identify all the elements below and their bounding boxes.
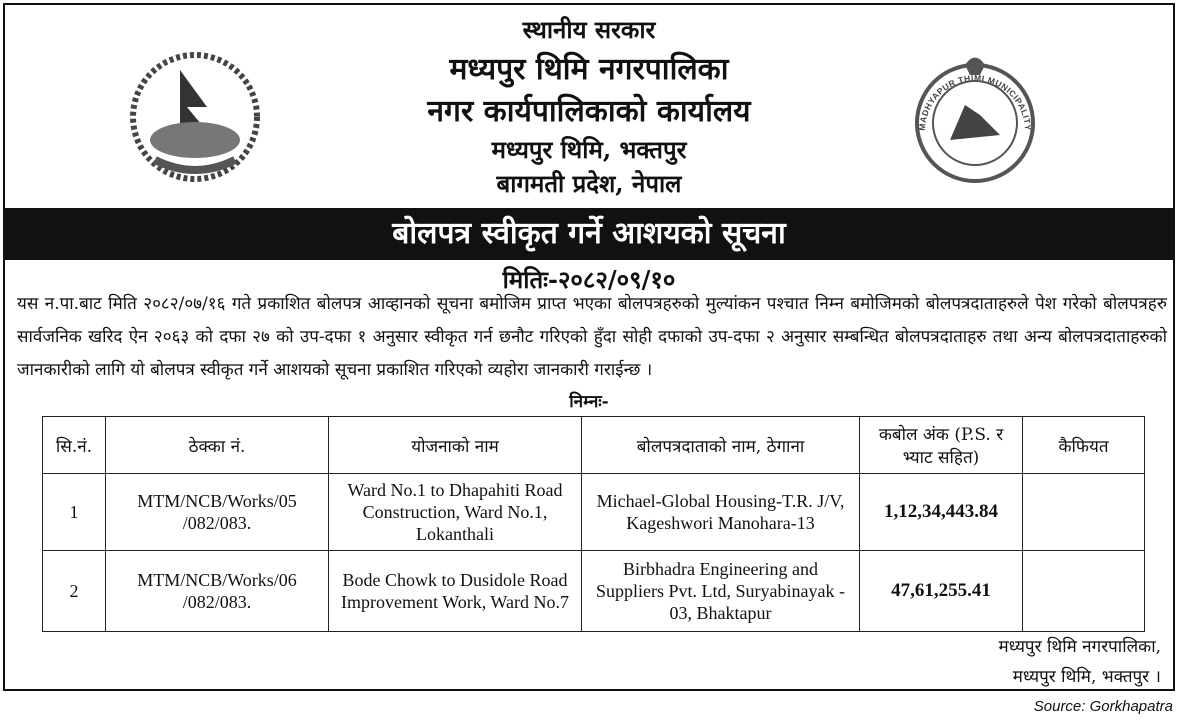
cell-remarks — [1023, 474, 1145, 551]
notice-title: बोलपत्र स्वीकृत गर्ने आशयको सूचना — [5, 208, 1173, 260]
cell-sn: 1 — [43, 474, 106, 551]
list-label: निम्नः- — [569, 392, 609, 412]
header-project: योजनाको नाम — [329, 417, 582, 474]
header-amount: कबोल अंक (P.S. र भ्याट सहित) — [860, 417, 1023, 474]
address-line: मध्यपुर थिमि, भक्तपुर — [491, 135, 687, 164]
cell-contract: MTM/NCB/Works/05 /082/083. — [106, 474, 329, 551]
cell-project: Bode Chowk to Dusidole Road Improvement Work, Ward No.7 — [329, 551, 582, 632]
table-header-row — [43, 417, 1145, 474]
signature-line-2: मध्यपुर थिमि, भक्तपुर । — [1012, 667, 1161, 687]
office-name: नगर कार्यपालिकाको कार्यालय — [427, 94, 751, 129]
notice-frame — [3, 3, 1175, 691]
header — [5, 13, 1173, 200]
notice-body: यस न.पा.बाट मिति २०८२/०७/१६ गते प्रकाशित बोलपत्र आव्हानको सूचना बमोजिम प्राप्त भएका बोलपत्रहरुको मुल्यांकन पश्चात निम्न बमोजिमको बोलपत्रदाताहरुले पेश गरेको बोलपत्रहरु सार्वजनिक खरिद ऐन २०६३ को दफा २७ को उप-दफा १ अनुसार स्वीकृत गर्न छनौट गरिएको हुँदा सोही दफाको उप-दफा २ अनुसार सम्बन्धित बोलपत्रदाताहरु तथा अन्य बोलपत्रदाताहरुको जानकारीको लागि यो बोलपत्र स्वीकृत गर्ने आशयको सूचना प्रकाशित गरिएको व्यहोरा जानकारी गराईन्छ । — [17, 294, 1167, 380]
cell-sn: 2 — [43, 551, 106, 632]
cell-amount: 47,61,255.41 — [860, 551, 1023, 632]
province-line: बागमती प्रदेश, नेपाल — [496, 169, 682, 198]
table-row — [43, 474, 1145, 551]
header-line-1: स्थानीय सरकार — [522, 15, 656, 44]
cell-amount: 1,12,34,443.84 — [860, 474, 1023, 551]
source-credit: Source: Gorkhapatra — [1033, 698, 1173, 715]
signature-block — [999, 632, 1161, 692]
bid-table — [42, 416, 1145, 632]
notice-date: मितिः-२०८२/०९/१० — [502, 265, 676, 294]
table-row — [43, 551, 1145, 632]
header-remarks: कैफियत — [1023, 417, 1145, 474]
header-bidder: बोलपत्रदाताको नाम, ठेगाना — [582, 417, 860, 474]
seal-lettering-path: MADHYAPUR THIMI MUNICIPALITY — [916, 72, 1034, 132]
header-contract: ठेक्का नं. — [106, 417, 329, 474]
cell-remarks — [1023, 551, 1145, 632]
municipality-name: मध्यपुर थिमि नगरपालिका — [449, 52, 729, 87]
cell-bidder: Birbhadra Engineering and Suppliers Pvt. Ltd, Suryabinayak - 03, Bhaktapur — [582, 551, 860, 632]
cell-contract: MTM/NCB/Works/06 /082/083. — [106, 551, 329, 632]
cell-project: Ward No.1 to Dhapahiti Road Construction, Ward No.1, Lokanthali — [329, 474, 582, 551]
signature-line-1: मध्यपुर थिमि नगरपालिका, — [998, 637, 1161, 657]
cell-bidder: Michael-Global Housing-T.R. J/V, Kageshwori Manohara-13 — [582, 474, 860, 551]
header-sn: सि.नं. — [43, 417, 106, 474]
